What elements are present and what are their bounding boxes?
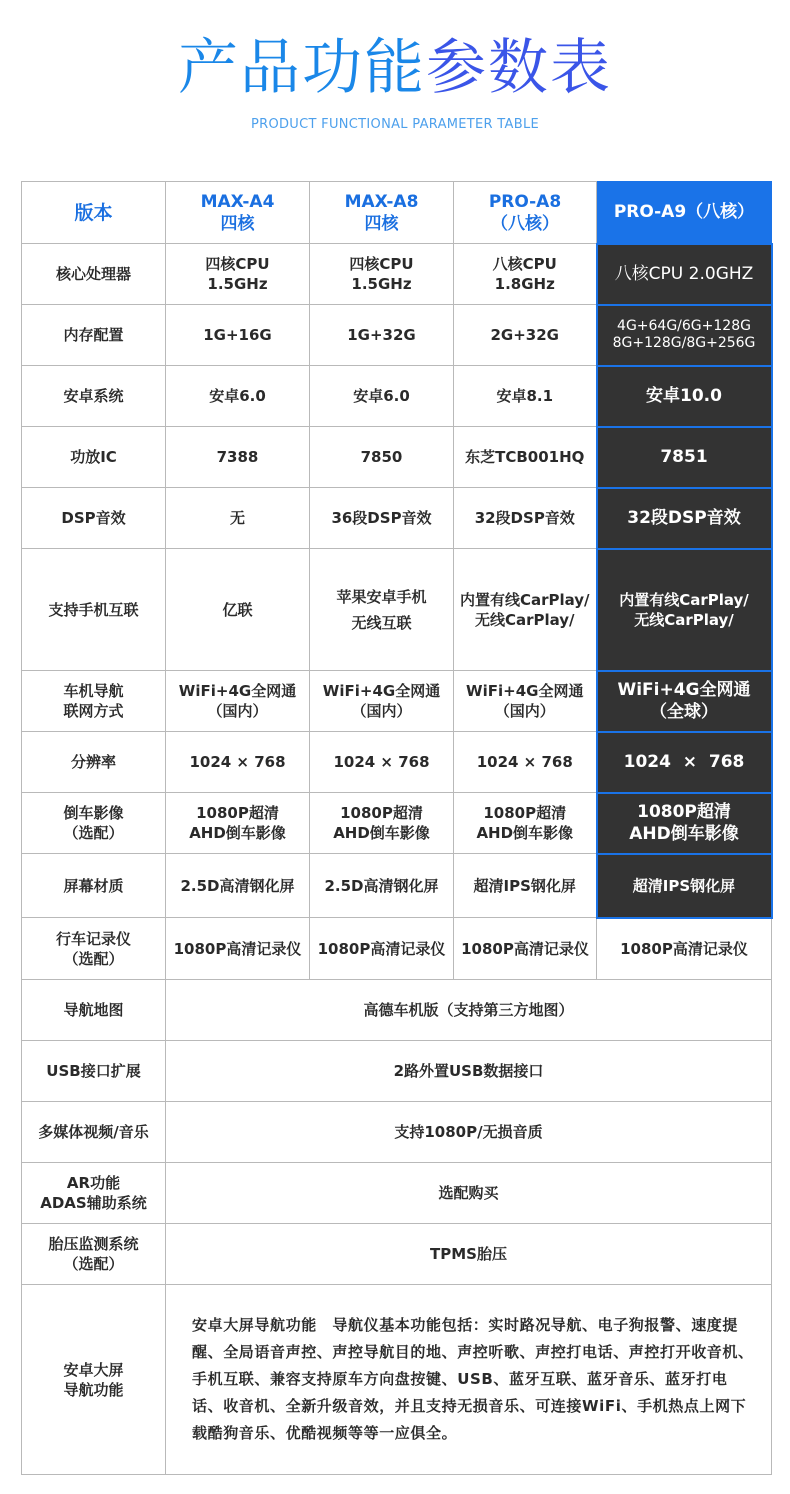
table-row: [22, 1163, 772, 1224]
row-label: 核心处理器: [22, 244, 166, 305]
table-header-row: [22, 182, 772, 244]
column-header-max-a8: MAX-A8 四核: [310, 182, 454, 244]
row-label: 安卓系统: [22, 366, 166, 427]
column-header-pro-a8: PRO-A8 （八核）: [454, 182, 597, 244]
table-row: [22, 854, 772, 918]
table-cell-span: 支持1080P/无损音质: [166, 1102, 772, 1163]
table-cell: 1080P超清 AHD倒车影像: [166, 793, 310, 854]
row-label: 行车记录仪 （选配）: [22, 918, 166, 980]
table-cell: 亿联: [166, 549, 310, 671]
highlight-cell: 安卓10.0: [597, 366, 772, 427]
table-cell: WiFi+4G全网通 （国内）: [454, 671, 597, 732]
row-label: 倒车影像 （选配）: [22, 793, 166, 854]
table-cell: 安卓6.0: [166, 366, 310, 427]
table-cell: 1080P超清 AHD倒车影像: [310, 793, 454, 854]
row-label: 屏幕材质: [22, 854, 166, 918]
parameter-table: [21, 181, 773, 1475]
highlight-cell: 4G+64G/6G+128G 8G+128G/8G+256G: [597, 305, 772, 366]
column-header-version: 版本: [22, 182, 166, 244]
table-cell: 36段DSP音效: [310, 488, 454, 549]
table-cell: 1024 × 768: [310, 732, 454, 793]
table-row: [22, 671, 772, 732]
page-title-part2: 参数表: [426, 33, 612, 103]
table-cell: 八核CPU 1.8GHz: [454, 244, 597, 305]
table-cell: 无: [166, 488, 310, 549]
table-cell-span: 高德车机版（支持第三方地图）: [166, 980, 772, 1041]
table-row: [22, 488, 772, 549]
highlight-cell: 1080P超清 AHD倒车影像: [597, 793, 772, 854]
table-cell: 2.5D高清钢化屏: [310, 854, 454, 918]
table-row: [22, 918, 772, 980]
row-label: USB接口扩展: [22, 1041, 166, 1102]
highlight-cell: WiFi+4G全网通 （全球）: [597, 671, 772, 732]
highlight-cell: 7851: [597, 427, 772, 488]
table-cell: 安卓8.1: [454, 366, 597, 427]
table-row: [22, 1285, 772, 1475]
table-cell: 四核CPU 1.5GHz: [310, 244, 454, 305]
column-header-pro-a9: PRO-A9（八核）: [597, 182, 772, 244]
table-cell: 2G+32G: [454, 305, 597, 366]
table-cell: 1024 × 768: [166, 732, 310, 793]
row-label: DSP音效: [22, 488, 166, 549]
row-label: 车机导航 联网方式: [22, 671, 166, 732]
table-cell: 1080P高清记录仪: [454, 918, 597, 980]
table-row: [22, 549, 772, 671]
highlight-cell: 1024 × 768: [597, 732, 772, 793]
row-label: 分辨率: [22, 732, 166, 793]
table-cell: 1080P超清 AHD倒车影像: [454, 793, 597, 854]
table-cell: 1080P高清记录仪: [597, 918, 772, 980]
table-cell: 超清IPS钢化屏: [454, 854, 597, 918]
table-cell: 1080P高清记录仪: [310, 918, 454, 980]
table-cell: 1G+16G: [166, 305, 310, 366]
table-row: [22, 366, 772, 427]
table-row: [22, 1224, 772, 1285]
table-cell: 安卓6.0: [310, 366, 454, 427]
table-row: [22, 427, 772, 488]
highlight-cell: 内置有线CarPlay/ 无线CarPlay/: [597, 549, 772, 671]
page-title: [0, 28, 790, 108]
table-cell: 内置有线CarPlay/ 无线CarPlay/: [454, 549, 597, 671]
row-label: 内存配置: [22, 305, 166, 366]
row-label: 支持手机互联: [22, 549, 166, 671]
table-cell: WiFi+4G全网通 （国内）: [310, 671, 454, 732]
table-cell: 1G+32G: [310, 305, 454, 366]
table-cell: 四核CPU 1.5GHz: [166, 244, 310, 305]
row-label: AR功能 ADAS辅助系统: [22, 1163, 166, 1224]
highlight-cell: 32段DSP音效: [597, 488, 772, 549]
table-row: [22, 1041, 772, 1102]
page-title-part1: 产品功能: [178, 33, 426, 103]
highlight-cell: 超清IPS钢化屏: [597, 854, 772, 918]
table-cell: 东芝TCB001HQ: [454, 427, 597, 488]
table-cell-span: TPMS胎压: [166, 1224, 772, 1285]
table-row: [22, 732, 772, 793]
row-label: 安卓大屏 导航功能: [22, 1285, 166, 1475]
table-cell: 2.5D高清钢化屏: [166, 854, 310, 918]
table-cell: 苹果安卓手机 无线互联: [310, 549, 454, 671]
table-cell-span: 选配购买: [166, 1163, 772, 1224]
row-label: 导航地图: [22, 980, 166, 1041]
table-row: [22, 244, 772, 305]
table-row: [22, 305, 772, 366]
row-label: 多媒体视频/音乐: [22, 1102, 166, 1163]
table-cell: 1080P高清记录仪: [166, 918, 310, 980]
highlight-cell: 八核CPU 2.0GHZ: [597, 244, 772, 305]
feature-description: 安卓大屏导航功能 导航仪基本功能包括：实时路况导航、电子狗报警、速度提醒、全局语音声控、声控导航目的地、声控听歌、声控打电话、声控打开收音机、手机互联、兼容支持原车方向盘按键、USB、蓝牙互联、蓝牙音乐、蓝牙打电话、收音机、全新升级音效，并且支持无损音乐、可连接WiFi、手机热点上网下载酷狗音乐、优酷视频等等一应俱全。: [166, 1285, 772, 1475]
table-cell: 1024 × 768: [454, 732, 597, 793]
table-row: [22, 980, 772, 1041]
row-label: 功放IC: [22, 427, 166, 488]
table-row: [22, 793, 772, 854]
column-header-max-a4: MAX-A4 四核: [166, 182, 310, 244]
table-cell: 32段DSP音效: [454, 488, 597, 549]
table-cell: 7850: [310, 427, 454, 488]
row-label: 胎压监测系统 （选配）: [22, 1224, 166, 1285]
table-cell: 7388: [166, 427, 310, 488]
table-cell-span: 2路外置USB数据接口: [166, 1041, 772, 1102]
page-subtitle: PRODUCT FUNCTIONAL PARAMETER TABLE: [250, 117, 540, 132]
table-row: [22, 1102, 772, 1163]
table-cell: WiFi+4G全网通 （国内）: [166, 671, 310, 732]
